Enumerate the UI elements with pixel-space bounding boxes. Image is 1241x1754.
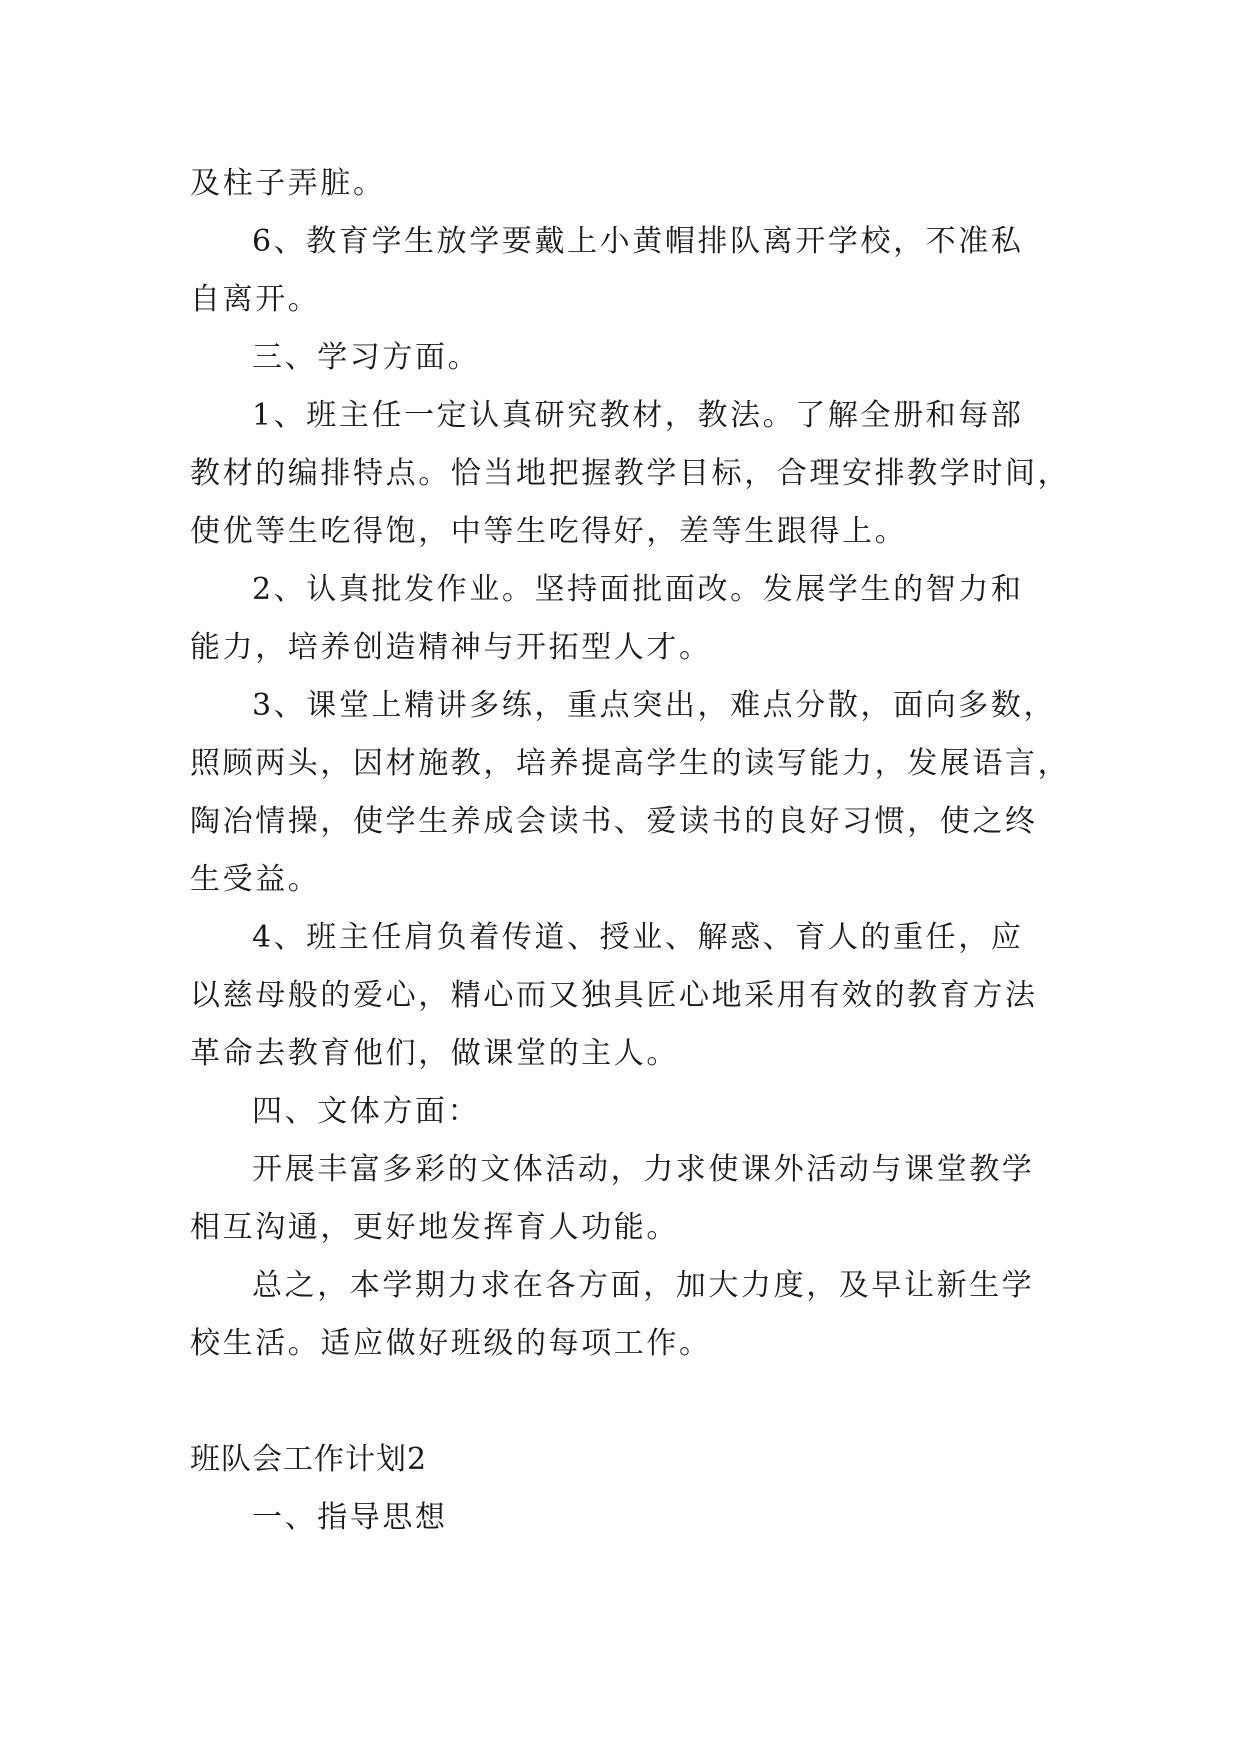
text-line: 以慈母般的爱心，精心而又独具匠心地采用有效的教育方法 — [190, 978, 1038, 1013]
text-line: 1、班主任一定认真研究教材，教法。了解全册和每部 — [252, 398, 1024, 433]
text-line: 使优等生吃得饱，中等生吃得好，差等生跟得上。 — [190, 514, 908, 549]
text-line: 革命去教育他们，做课堂的主人。 — [190, 1036, 679, 1071]
text-line: 开展丰富多彩的文体活动，力求使课外活动与课堂教学 — [252, 1152, 1035, 1187]
text-line: 教材的编排特点。恰当地把握教学目标，合理安排教学时间， — [190, 456, 1071, 491]
text-line: 2、认真批发作业。坚持面批面改。发展学生的智力和 — [252, 572, 1024, 607]
section-heading: 一、指导思想 — [252, 1500, 448, 1535]
text-line: 陶冶情操，使学生养成会读书、爱读书的良好习惯，使之终 — [190, 804, 1038, 839]
text-line: 3、课堂上精讲多练，重点突出，难点分散，面向多数， — [252, 688, 1057, 723]
text-line: 自离开。 — [190, 282, 321, 317]
document-title: 班队会工作计划2 — [190, 1442, 428, 1477]
text-line: 生受益。 — [190, 862, 321, 897]
text-line: 能力，培养创造精神与开拓型人才。 — [190, 630, 712, 665]
text-line: 及柱子弄脏。 — [190, 166, 386, 201]
section-heading: 三、学习方面。 — [252, 340, 481, 375]
section-heading: 四、文体方面： — [252, 1094, 481, 1129]
text-line: 相互沟通，更好地发挥育人功能。 — [190, 1210, 679, 1245]
text-line: 6、教育学生放学要戴上小黄帽排队离开学校，不准私 — [252, 224, 1024, 259]
text-line: 4、班主任肩负着传道、授业、解惑、育人的重任，应 — [252, 920, 1024, 955]
text-line: 校生活。适应做好班级的每项工作。 — [190, 1326, 712, 1361]
text-line: 总之，本学期力求在各方面，加大力度，及早让新生学 — [252, 1268, 1035, 1303]
text-line: 照顾两头，因材施教，培养提高学生的读写能力，发展语言， — [190, 746, 1071, 781]
